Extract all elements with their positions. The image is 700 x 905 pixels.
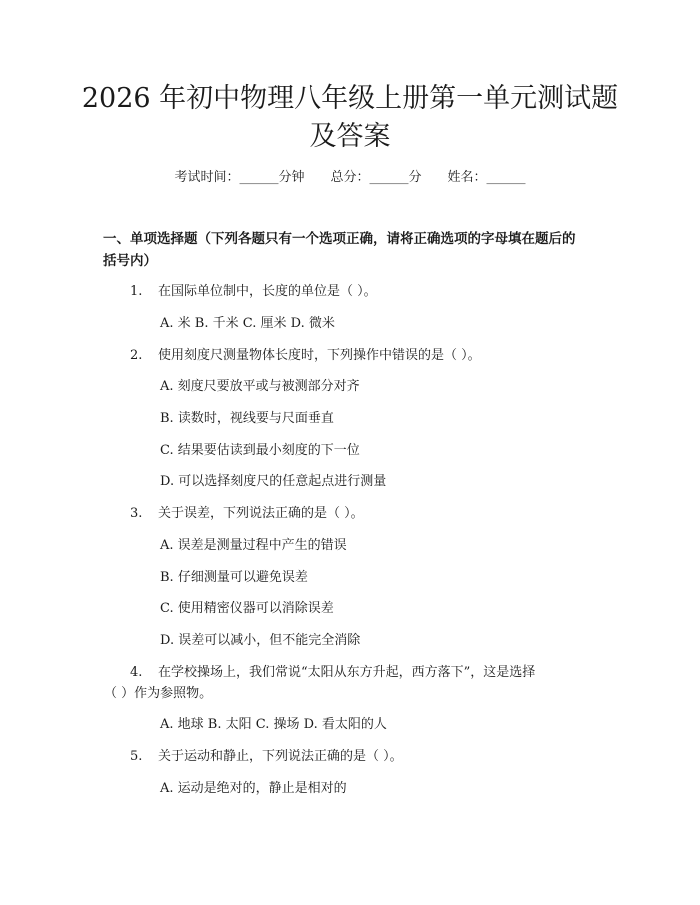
question-2-option-a: A. 刻度尺要放平或与被测部分对齐 [160,379,360,394]
question-text: 关于运动和静止，下列说法正确的是（ ）。 [158,749,403,764]
question-3-option-a: A. 误差是测量过程中产生的错误 [160,538,347,553]
exam-time-field: 考试时间：______分钟 [174,170,305,185]
question-5 [130,747,403,767]
document-title-line-1: 2026 年初中物理八年级上册第一单元测试题 [81,83,619,114]
student-name-field: 姓名：______ [447,170,526,185]
question-3-option-b: B. 仔细测量可以避免误差 [160,570,308,585]
question-number: 1. [130,284,143,299]
question-4 [130,663,535,683]
total-score-field: 总分：______分 [330,170,422,185]
question-3-option-d: D. 误差可以减小，但不能完全消除 [160,633,361,648]
section-heading-line-2: 括号内） [103,253,157,269]
section-heading [103,228,603,272]
question-text: 使用刻度尺测量物体长度时，下列操作中错误的是（ ）。 [158,348,481,363]
question-text: 在国际单位制中，长度的单位是（ ）。 [158,284,377,299]
question-4-options: A. 地球 B. 太阳 C. 操场 D. 看太阳的人 [160,717,387,732]
question-2-option-b: B. 读数时，视线要与尺面垂直 [160,411,334,426]
question-number: 2. [130,348,143,363]
question-1 [130,282,377,302]
section-heading-line-1: 一、单项选择题（下列各题只有一个选项正确，请将正确选项的字母填在题后的 [103,231,576,247]
question-1-options: A. 米 B. 千米 C. 厘米 D. 微米 [160,316,335,331]
question-text-line-1: 在学校操场上，我们常说“太阳从东方升起，西方落下”，这是选择 [158,665,536,680]
question-3 [130,504,364,524]
question-number: 4. [130,665,143,680]
question-4-text-line-2: （ ）作为参照物。 [104,686,213,701]
question-text: 关于误差，下列说法正确的是（ ）。 [158,506,364,521]
question-number: 5. [130,749,143,764]
question-3-option-c: C. 使用精密仪器可以消除误差 [160,601,334,616]
document-title-line-2: 及答案 [309,121,391,152]
question-number: 3. [130,506,143,521]
question-2 [130,346,481,366]
question-5-option-a: A. 运动是绝对的，静止是相对的 [160,781,347,796]
exam-info-bar [0,168,700,188]
question-2-option-d: D. 可以选择刻度尺的任意起点进行测量 [160,474,387,489]
question-2-option-c: C. 结果要估读到最小刻度的下一位 [160,443,360,458]
